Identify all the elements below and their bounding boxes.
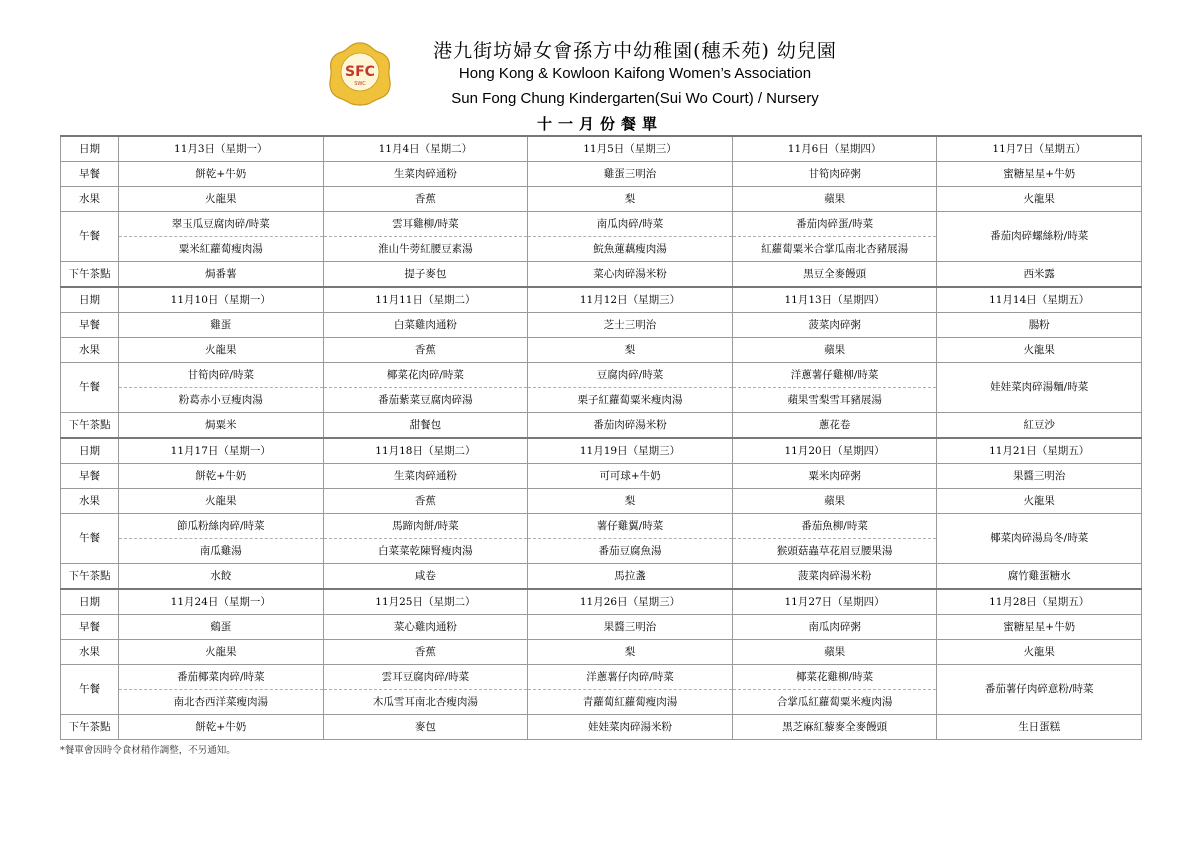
row-label-snack: 下午茶點 xyxy=(61,715,119,740)
breakfast-cell: 粟米肉碎粥 xyxy=(732,464,937,489)
lunch-soup-cell: 南瓜雞湯 xyxy=(119,539,324,564)
lunch-soup-cell: 木瓜雪耳南北杏瘦肉湯 xyxy=(323,690,528,715)
breakfast-cell: 餅乾+牛奶 xyxy=(119,162,324,187)
lunch-main-cell: 娃娃菜肉碎湯麵/時菜 xyxy=(937,363,1142,413)
fruit-cell: 香蕉 xyxy=(323,187,528,212)
fruit-cell: 蘋果 xyxy=(732,338,937,363)
lunch-soup-cell: 白菜菜乾陳腎瘦肉湯 xyxy=(323,539,528,564)
lunch-soup-cell: 青蘿蔔紅蘿蔔瘦肉湯 xyxy=(528,690,733,715)
school-logo-icon xyxy=(326,40,394,108)
fruit-cell: 梨 xyxy=(528,338,733,363)
breakfast-cell: 果醬三明治 xyxy=(937,464,1142,489)
row-label-date: 日期 xyxy=(61,136,119,162)
lunch-main-cell: 番茄魚柳/時菜 xyxy=(732,514,937,539)
fruit-cell: 火龍果 xyxy=(119,187,324,212)
lunch-soup-cell: 南北杏西洋菜瘦肉湯 xyxy=(119,690,324,715)
fruit-cell: 香蕉 xyxy=(323,338,528,363)
date-cell: 11月24日（星期一） xyxy=(119,589,324,615)
lunch-main-cell: 洋蔥薯仔肉碎/時菜 xyxy=(528,665,733,690)
fruit-cell: 蘋果 xyxy=(732,640,937,665)
fruit-cell: 火龍果 xyxy=(937,338,1142,363)
row-label-snack: 下午茶點 xyxy=(61,262,119,288)
fruit-cell: 蘋果 xyxy=(732,187,937,212)
lunch-main-cell: 薯仔雞翼/時菜 xyxy=(528,514,733,539)
lunch-main-cell: 番茄肉碎蛋/時菜 xyxy=(732,212,937,237)
snack-cell: 腐竹雞蛋糖水 xyxy=(937,564,1142,590)
snack-cell: 餅乾+牛奶 xyxy=(119,715,324,740)
lunch-soup-cell: 粉葛赤小豆瘦肉湯 xyxy=(119,388,324,413)
snack-cell: 水餃 xyxy=(119,564,324,590)
lunch-soup-cell: 猴頭菇蟲草花眉豆腰果湯 xyxy=(732,539,937,564)
week-2-fruit-row xyxy=(61,338,1142,363)
fruit-cell: 火龍果 xyxy=(119,640,324,665)
date-cell: 11月18日（星期二） xyxy=(323,438,528,464)
date-cell: 11月3日（星期一） xyxy=(119,136,324,162)
breakfast-cell: 果醬三明治 xyxy=(528,615,733,640)
breakfast-cell: 白菜雞肉通粉 xyxy=(323,313,528,338)
footnote: *餐單會因時令食材稍作調整，不另通知。 xyxy=(60,745,236,756)
lunch-main-cell: 雲耳雞柳/時菜 xyxy=(323,212,528,237)
lunch-soup-cell: 合掌瓜紅蘿蔔粟米瘦肉湯 xyxy=(732,690,937,715)
week-4-snack-row xyxy=(61,715,1142,740)
lunch-main-cell: 甘筍肉碎/時菜 xyxy=(119,363,324,388)
row-label-date: 日期 xyxy=(61,438,119,464)
breakfast-cell: 甘筍肉碎粥 xyxy=(732,162,937,187)
date-cell: 11月21日（星期五） xyxy=(937,438,1142,464)
lunch-main-cell: 南瓜肉碎/時菜 xyxy=(528,212,733,237)
week-3-snack-row xyxy=(61,564,1142,590)
snack-cell: 黑豆全麥饅頭 xyxy=(732,262,937,288)
row-label-snack: 下午茶點 xyxy=(61,564,119,590)
lunch-soup-cell: 栗子紅蘿蔔粟米瘦肉湯 xyxy=(528,388,733,413)
lunch-main-cell: 番茄椰菜肉碎/時菜 xyxy=(119,665,324,690)
week-4-lunch-main-row xyxy=(61,665,1142,690)
breakfast-cell: 雞蛋三明治 xyxy=(528,162,733,187)
lunch-main-cell: 雲耳豆腐肉碎/時菜 xyxy=(323,665,528,690)
date-cell: 11月10日（星期一） xyxy=(119,287,324,313)
snack-cell: 咸卷 xyxy=(323,564,528,590)
lunch-main-cell: 番茄薯仔肉碎意粉/時菜 xyxy=(937,665,1142,715)
fruit-cell: 香蕉 xyxy=(323,640,528,665)
row-label-lunch: 午餐 xyxy=(61,212,119,262)
row-label-fruit: 水果 xyxy=(61,187,119,212)
date-cell: 11月4日（星期二） xyxy=(323,136,528,162)
week-2-snack-row xyxy=(61,413,1142,439)
lunch-main-cell: 節瓜粉絲肉碎/時菜 xyxy=(119,514,324,539)
lunch-soup-cell: 蘋果雪梨雪耳豬展湯 xyxy=(732,388,937,413)
week-3-fruit-row xyxy=(61,489,1142,514)
row-label-lunch: 午餐 xyxy=(61,514,119,564)
breakfast-cell: 生菜肉碎通粉 xyxy=(323,162,528,187)
fruit-cell: 火龍果 xyxy=(119,489,324,514)
week-4-breakfast-row xyxy=(61,615,1142,640)
row-label-lunch: 午餐 xyxy=(61,665,119,715)
snack-cell: 蔥花卷 xyxy=(732,413,937,439)
lunch-soup-cell: 粟米紅蘿蔔瘦肉湯 xyxy=(119,237,324,262)
snack-cell: 馬拉盞 xyxy=(528,564,733,590)
date-cell: 11月13日（星期四） xyxy=(732,287,937,313)
week-2-lunch-main-row xyxy=(61,363,1142,388)
snack-cell: 菜心肉碎湯米粉 xyxy=(528,262,733,288)
snack-cell: 番茄肉碎湯米粉 xyxy=(528,413,733,439)
breakfast-cell: 菜心雞肉通粉 xyxy=(323,615,528,640)
breakfast-cell: 芝士三明治 xyxy=(528,313,733,338)
fruit-cell: 火龍果 xyxy=(119,338,324,363)
fruit-cell: 火龍果 xyxy=(937,187,1142,212)
breakfast-cell: 腸粉 xyxy=(937,313,1142,338)
breakfast-cell: 雞蛋 xyxy=(119,313,324,338)
row-label-snack: 下午茶點 xyxy=(61,413,119,439)
snack-cell: 焗番薯 xyxy=(119,262,324,288)
fruit-cell: 火龍果 xyxy=(937,640,1142,665)
date-cell: 11月17日（星期一） xyxy=(119,438,324,464)
date-cell: 11月6日（星期四） xyxy=(732,136,937,162)
fruit-cell: 梨 xyxy=(528,489,733,514)
snack-cell: 菠菜肉碎湯米粉 xyxy=(732,564,937,590)
row-label-date: 日期 xyxy=(61,287,119,313)
menu-title: 十一月份餐單 xyxy=(536,115,663,133)
week-2-breakfast-row xyxy=(61,313,1142,338)
week-3-breakfast-row xyxy=(61,464,1142,489)
snack-cell: 娃娃菜肉碎湯米粉 xyxy=(528,715,733,740)
fruit-cell: 梨 xyxy=(528,640,733,665)
breakfast-cell: 生菜肉碎通粉 xyxy=(323,464,528,489)
week-3-lunch-main-row xyxy=(61,514,1142,539)
menu-table xyxy=(60,135,1142,740)
school-name-english-line2: Sun Fong Chung Kindergarten(Sui Wo Court) / Nursery xyxy=(451,90,819,107)
lunch-main-cell: 番茄肉碎螺絲粉/時菜 xyxy=(937,212,1142,262)
week-1-snack-row xyxy=(61,262,1142,288)
lunch-soup-cell: 番茄紫菜豆腐肉碎湯 xyxy=(323,388,528,413)
week-4-date-row xyxy=(61,589,1142,615)
page-header xyxy=(0,0,1200,135)
row-label-breakfast: 早餐 xyxy=(61,313,119,338)
row-label-breakfast: 早餐 xyxy=(61,464,119,489)
date-cell: 11月28日（星期五） xyxy=(937,589,1142,615)
fruit-cell: 蘋果 xyxy=(732,489,937,514)
lunch-main-cell: 翠玉瓜豆腐肉碎/時菜 xyxy=(119,212,324,237)
snack-cell: 提子麥包 xyxy=(323,262,528,288)
row-label-lunch: 午餐 xyxy=(61,363,119,413)
breakfast-cell: 鷄蛋 xyxy=(119,615,324,640)
row-label-fruit: 水果 xyxy=(61,640,119,665)
week-3-date-row xyxy=(61,438,1142,464)
lunch-soup-cell: 番茄豆腐魚湯 xyxy=(528,539,733,564)
breakfast-cell: 餅乾+牛奶 xyxy=(119,464,324,489)
lunch-main-cell: 椰菜肉碎湯烏冬/時菜 xyxy=(937,514,1142,564)
logo-subtext: SWC xyxy=(354,81,366,87)
snack-cell: 西米露 xyxy=(937,262,1142,288)
snack-cell: 黑芝麻紅藜麥全麥饅頭 xyxy=(732,715,937,740)
row-label-fruit: 水果 xyxy=(61,338,119,363)
breakfast-cell: 南瓜肉碎粥 xyxy=(732,615,937,640)
date-cell: 11月14日（星期五） xyxy=(937,287,1142,313)
school-name-chinese: 港九街坊婦女會孫方中幼稚園(穗禾苑) 幼兒園 xyxy=(433,40,837,62)
lunch-main-cell: 豆腐肉碎/時菜 xyxy=(528,363,733,388)
snack-cell: 焗粟米 xyxy=(119,413,324,439)
row-label-breakfast: 早餐 xyxy=(61,162,119,187)
breakfast-cell: 可可球+牛奶 xyxy=(528,464,733,489)
week-1-fruit-row xyxy=(61,187,1142,212)
row-label-fruit: 水果 xyxy=(61,489,119,514)
date-cell: 11月26日（星期三） xyxy=(528,589,733,615)
row-label-breakfast: 早餐 xyxy=(61,615,119,640)
breakfast-cell: 蜜糖星星+牛奶 xyxy=(937,615,1142,640)
snack-cell: 甜餐包 xyxy=(323,413,528,439)
fruit-cell: 梨 xyxy=(528,187,733,212)
date-cell: 11月19日（星期三） xyxy=(528,438,733,464)
week-1-date-row xyxy=(61,136,1142,162)
date-cell: 11月25日（星期二） xyxy=(323,589,528,615)
breakfast-cell: 菠菜肉碎粥 xyxy=(732,313,937,338)
snack-cell: 麥包 xyxy=(323,715,528,740)
date-cell: 11月27日（星期四） xyxy=(732,589,937,615)
menu-table-body xyxy=(61,136,1142,740)
lunch-main-cell: 馬蹄肉餅/時菜 xyxy=(323,514,528,539)
row-label-date: 日期 xyxy=(61,589,119,615)
date-cell: 11月12日（星期三） xyxy=(528,287,733,313)
week-1-lunch-main-row xyxy=(61,212,1142,237)
breakfast-cell: 蜜糖星星+牛奶 xyxy=(937,162,1142,187)
lunch-main-cell: 椰菜花肉碎/時菜 xyxy=(323,363,528,388)
fruit-cell: 香蕉 xyxy=(323,489,528,514)
date-cell: 11月7日（星期五） xyxy=(937,136,1142,162)
lunch-main-cell: 椰菜花雞柳/時菜 xyxy=(732,665,937,690)
snack-cell: 紅豆沙 xyxy=(937,413,1142,439)
lunch-soup-cell: 鯇魚蓮藕瘦肉湯 xyxy=(528,237,733,262)
week-4-fruit-row xyxy=(61,640,1142,665)
snack-cell: 生日蛋糕 xyxy=(937,715,1142,740)
date-cell: 11月11日（星期二） xyxy=(323,287,528,313)
lunch-soup-cell: 紅蘿蔔粟米合掌瓜南北杏豬展湯 xyxy=(732,237,937,262)
date-cell: 11月5日（星期三） xyxy=(528,136,733,162)
logo-text: SFC xyxy=(345,64,375,80)
fruit-cell: 火龍果 xyxy=(937,489,1142,514)
school-name-english-line1: Hong Kong & Kowloon Kaifong Women’s Association xyxy=(458,65,812,82)
date-cell: 11月20日（星期四） xyxy=(732,438,937,464)
week-2-date-row xyxy=(61,287,1142,313)
week-1-breakfast-row xyxy=(61,162,1142,187)
lunch-main-cell: 洋蔥薯仔雞柳/時菜 xyxy=(732,363,937,388)
lunch-soup-cell: 淮山牛蒡紅腰豆素湯 xyxy=(323,237,528,262)
